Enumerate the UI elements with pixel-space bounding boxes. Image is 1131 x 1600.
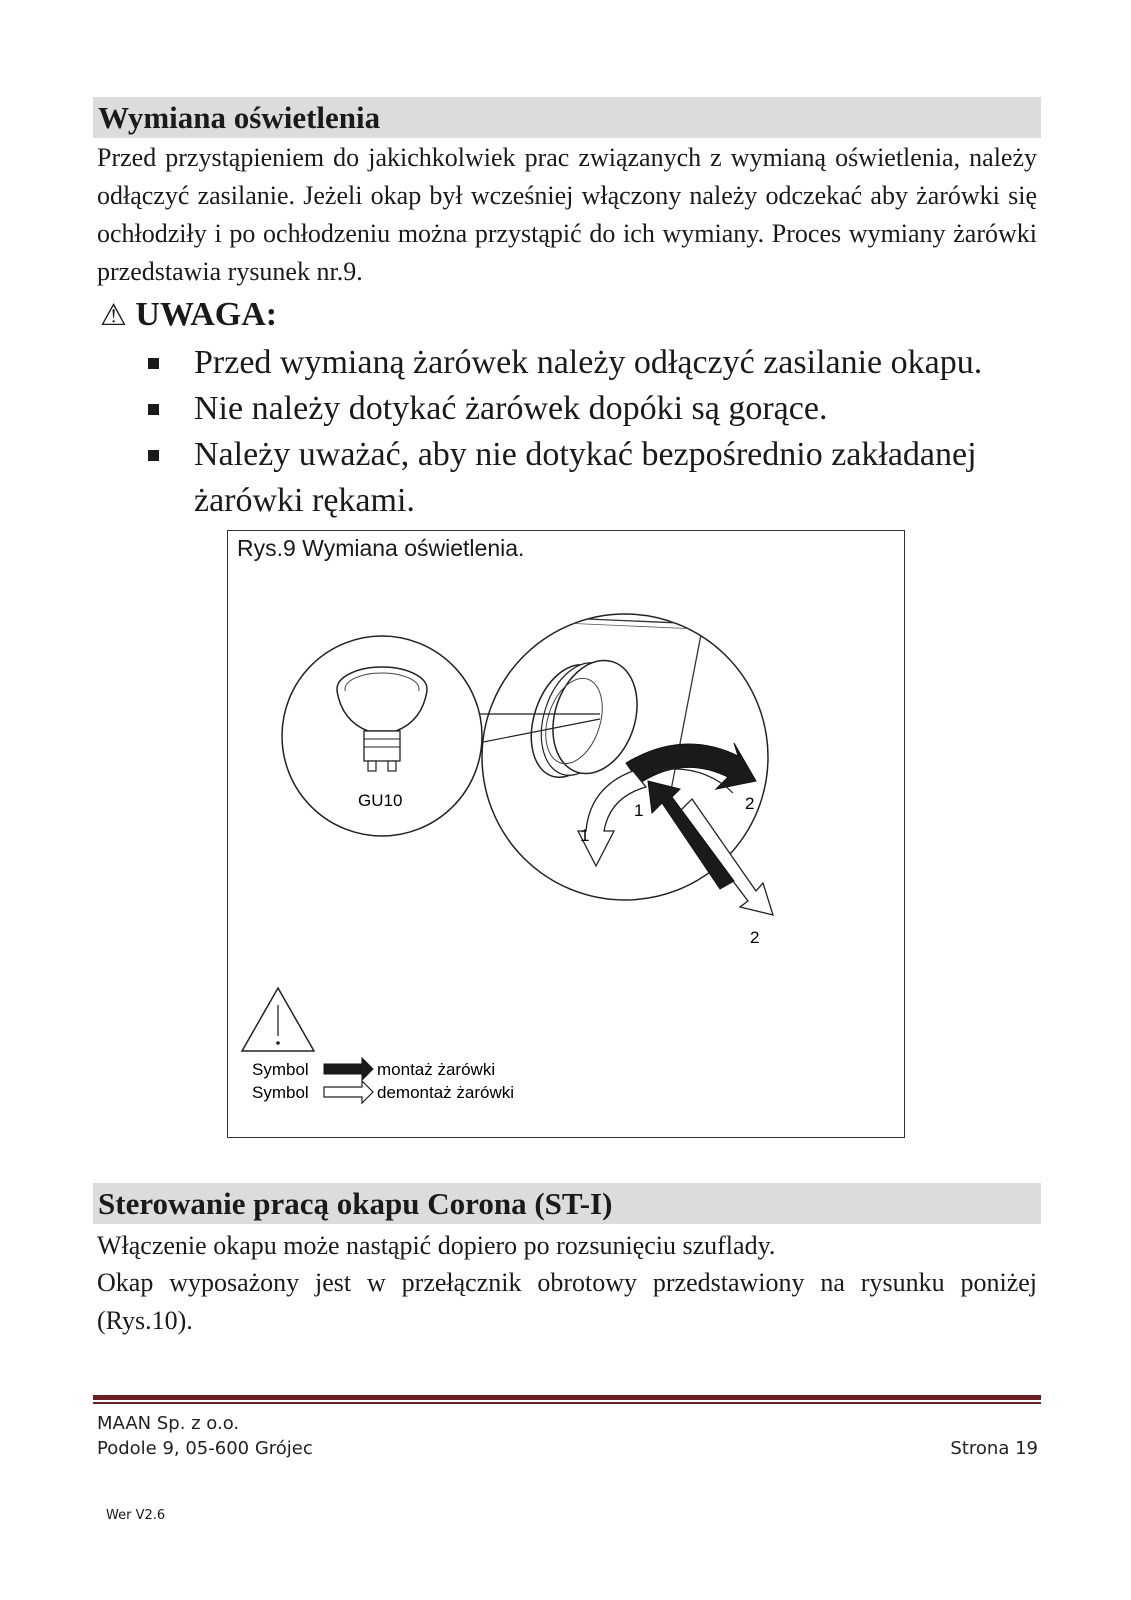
warning-item-text: Przed wymianą żarówek należy odłączyć zasilanie okapu. — [194, 344, 983, 381]
step-label: 2 — [745, 794, 755, 813]
bullet-square-icon — [148, 450, 159, 461]
warning-title — [100, 296, 277, 334]
legend-mount-arrow-icon — [324, 1058, 373, 1080]
bullet-square-icon — [148, 404, 159, 415]
legend-dismount-arrow-icon — [324, 1081, 373, 1103]
warning-list — [148, 340, 1028, 524]
section-heading-bar — [93, 1183, 1041, 1224]
footer-version: Wer V2.6 — [106, 1508, 166, 1523]
footer-address: Podole 9, 05-600 Grójec — [97, 1438, 313, 1459]
list-item — [148, 340, 1028, 386]
bullet-square-icon — [148, 358, 159, 369]
bulb-replacement-illustration — [228, 531, 906, 1139]
section-heading-bar — [93, 97, 1041, 138]
figure-caption: Rys.9 Wymiana oświetlenia. — [237, 535, 525, 561]
section-heading-control: Sterowanie pracą okapu Corona (ST-I) — [98, 1186, 613, 1221]
control-paragraph-2: Okap wyposażony jest w przełącznik obrotowy przedstawiony na rysunku poniżej (Rys.10). — [97, 1268, 1037, 1335]
bulb-type-label: GU10 — [358, 791, 403, 810]
figure-9-box — [227, 530, 905, 1138]
step-label: 1 — [580, 826, 590, 845]
warning-triangle-icon: ⚠ — [100, 298, 127, 333]
step-label: 1 — [634, 801, 644, 820]
warning-item-text: Nie należy dotykać żarówek dopóki są gorące. — [194, 390, 828, 427]
warning-title-text: UWAGA: — [135, 296, 278, 333]
legend-symbol-text: Symbol — [252, 1060, 309, 1079]
caution-triangle-icon — [242, 988, 314, 1051]
step-label: 2 — [750, 928, 760, 947]
list-item — [148, 386, 1028, 432]
footer-rule — [93, 1395, 1041, 1400]
footer-rule — [93, 1402, 1041, 1404]
control-paragraph-1: Włączenie okapu może nastąpić dopiero po rozsunięciu szuflady. — [97, 1231, 776, 1260]
lighting-paragraph: Przed przystąpieniem do jakichkolwiek prac związanych z wymianą oświetlenia, należy odłączyć zasilanie. Jeżeli okap był wcześniej włączony należy odczekać aby żarówki się ochłodziły i po ochłodzeniu można przystąpić do ich wymiany. Proces wymiany żarówki przedstawia rysunek nr.9. — [97, 143, 1037, 286]
legend-dismount-label: demontaż żarówki — [377, 1083, 515, 1102]
footer-company: MAAN Sp. z o.o. — [97, 1413, 240, 1434]
warning-item-text: Należy uważać, aby nie dotykać bezpośrednio zakładanej żarówki rękami. — [194, 436, 977, 519]
legend-mount-label: montaż żarówki — [377, 1060, 496, 1079]
footer-page-number: Strona 19 — [950, 1438, 1038, 1459]
legend-symbol-text: Symbol — [252, 1083, 309, 1102]
section-heading-lighting: Wymiana oświetlenia — [98, 100, 381, 135]
list-item — [148, 432, 1028, 524]
